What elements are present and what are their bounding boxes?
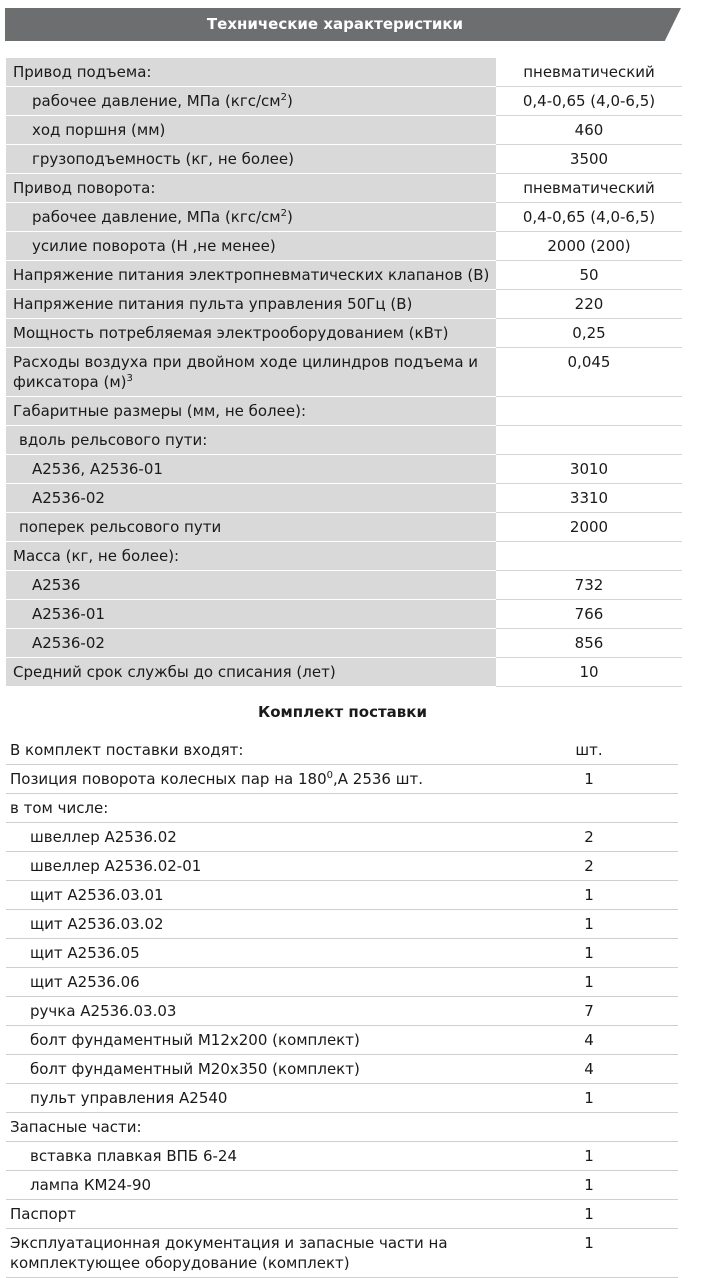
kit-row <box>6 765 678 794</box>
row-value <box>500 794 678 823</box>
kit-row <box>6 736 678 765</box>
spec-row <box>6 658 682 687</box>
row-label <box>6 542 496 571</box>
row-value: 3310 <box>496 484 682 513</box>
row-label-suffix: ) <box>286 208 293 226</box>
row-label <box>6 823 500 852</box>
page-title: Технические характеристики <box>206 15 464 33</box>
row-value: 1 <box>500 1084 678 1113</box>
kit-row <box>6 1026 678 1055</box>
kit-row <box>6 794 678 823</box>
row-label-text: в том числе: <box>10 799 109 817</box>
row-value: 1 <box>500 881 678 910</box>
kit-row <box>6 1055 678 1084</box>
row-label-text: Масса (кг, не более): <box>13 547 180 565</box>
row-value: шт. <box>500 736 678 765</box>
row-label <box>6 997 500 1026</box>
kit-title: Комплект поставки <box>257 703 427 721</box>
row-label <box>6 1026 500 1055</box>
row-value: 1 <box>500 1142 678 1171</box>
row-label-superscript: 0 <box>326 770 333 781</box>
kit-row <box>6 1229 678 1278</box>
spec-row <box>6 542 682 571</box>
spec-row <box>6 600 682 629</box>
row-label-text: В комплект поставки входят: <box>10 741 244 759</box>
row-value: пневматический <box>496 174 682 203</box>
row-label <box>6 1084 500 1113</box>
row-label-text: Позиция поворота колесных пар на 180 <box>10 770 327 788</box>
row-label <box>6 484 496 513</box>
row-value <box>500 1113 678 1142</box>
spec-row <box>6 145 682 174</box>
spec-row <box>6 426 682 455</box>
row-value: 7 <box>500 997 678 1026</box>
row-label-text: рабочее давление, МПа (кгс/см <box>32 92 281 110</box>
row-value: 732 <box>496 571 682 600</box>
row-label <box>6 116 496 145</box>
row-value: 220 <box>496 290 682 319</box>
row-label <box>6 319 496 348</box>
row-value: 50 <box>496 261 682 290</box>
row-value: 2000 <box>496 513 682 542</box>
row-value: 1 <box>500 910 678 939</box>
kit-row <box>6 823 678 852</box>
row-label-text: А2536-02 <box>32 634 105 652</box>
row-label-text: ручка А2536.03.03 <box>30 1002 177 1020</box>
row-label-text: Привод подъема: <box>13 63 152 81</box>
row-value: 4 <box>500 1026 678 1055</box>
row-label-text: швеллер А2536.02 <box>30 828 177 846</box>
row-label <box>6 765 500 794</box>
row-label <box>6 232 496 261</box>
row-label-text: Напряжение питания пульта управления 50Гц (В) <box>13 295 413 313</box>
row-value: 1 <box>500 1171 678 1200</box>
row-label <box>6 600 496 629</box>
row-label-text: Запасные части: <box>10 1118 142 1136</box>
spec-row <box>6 174 682 203</box>
row-label-text: А2536-01 <box>32 605 105 623</box>
row-label-text: болт фундаментный М12х200 (комплект) <box>30 1031 360 1049</box>
row-label-text: щит А2536.03.01 <box>30 886 164 904</box>
row-label <box>6 203 496 232</box>
spec-row <box>6 571 682 600</box>
row-value: 2 <box>500 852 678 881</box>
row-label-text: вставка плавкая ВПБ 6-24 <box>30 1147 238 1165</box>
spec-row <box>6 87 682 116</box>
spec-row <box>6 58 682 87</box>
row-value: 1 <box>500 968 678 997</box>
row-label <box>6 1229 500 1278</box>
row-label-text: Средний срок службы до списания (лет) <box>13 663 336 681</box>
row-label <box>6 1171 500 1200</box>
row-label-suffix: ,А 2536 шт. <box>333 770 423 788</box>
row-label-text: пульт управления А2540 <box>30 1089 228 1107</box>
row-value: 1 <box>500 765 678 794</box>
spec-row <box>6 116 682 145</box>
row-value: пневматический <box>496 58 682 87</box>
row-label-text: Габаритные размеры (мм, не более): <box>13 402 307 420</box>
row-label <box>6 736 500 765</box>
row-label-superscript: 3 <box>126 373 133 384</box>
row-value: 3500 <box>496 145 682 174</box>
row-value: 460 <box>496 116 682 145</box>
row-label-text: болт фундаментный М20х350 (комплект) <box>30 1060 360 1078</box>
row-value: 2000 (200) <box>496 232 682 261</box>
kit-row <box>6 852 678 881</box>
row-label <box>6 1055 500 1084</box>
row-label-text: грузоподъемность (кг, не более) <box>32 150 294 168</box>
spec-row <box>6 203 682 232</box>
row-label <box>6 629 496 658</box>
row-label-text: Привод поворота: <box>13 179 156 197</box>
row-label <box>6 1200 500 1229</box>
kit-row <box>6 1113 678 1142</box>
kit-row <box>6 1142 678 1171</box>
kit-row <box>6 1084 678 1113</box>
row-label <box>6 881 500 910</box>
row-label <box>6 513 496 542</box>
kit-row <box>6 881 678 910</box>
row-label-text: вдоль рельсового пути: <box>19 431 208 449</box>
row-value <box>496 397 682 426</box>
row-label <box>6 939 500 968</box>
row-label <box>6 571 496 600</box>
row-value: 4 <box>500 1055 678 1084</box>
row-label <box>6 145 496 174</box>
row-value: 856 <box>496 629 682 658</box>
spec-row <box>6 629 682 658</box>
kit-table <box>6 736 678 1278</box>
row-label-suffix: ) <box>286 92 293 110</box>
kit-row <box>6 1200 678 1229</box>
row-label-text: А2536 <box>32 576 81 594</box>
spec-row <box>6 348 682 397</box>
spec-row <box>6 513 682 542</box>
row-label-text: поперек рельсового пути <box>19 518 222 536</box>
row-value: 1 <box>500 1229 678 1278</box>
spec-row <box>6 290 682 319</box>
row-label <box>6 910 500 939</box>
row-label <box>6 87 496 116</box>
row-label-superscript: 2 <box>280 208 287 219</box>
kit-row <box>6 1171 678 1200</box>
spec-row <box>6 397 682 426</box>
row-label-text: А2536, А2536-01 <box>32 460 163 478</box>
row-label-text: Напряжение питания электропневматических клапанов (В) <box>13 266 490 284</box>
row-label <box>6 658 496 687</box>
row-label-text: усилие поворота (Н ,не менее) <box>32 237 276 255</box>
row-label <box>6 1142 500 1171</box>
row-label-text: швеллер А2536.02-01 <box>30 857 202 875</box>
row-label <box>6 397 496 426</box>
row-value <box>496 426 682 455</box>
row-label <box>6 1113 500 1142</box>
row-label <box>6 58 496 87</box>
row-label <box>6 261 496 290</box>
row-value: 10 <box>496 658 682 687</box>
row-label <box>6 455 496 484</box>
row-label <box>6 290 496 319</box>
row-label-text: лампа КМ24-90 <box>30 1176 152 1194</box>
row-value: 0,045 <box>496 348 682 397</box>
row-label-text: Расходы воздуха при двойном ходе цилиндров подъема и фиксатора (м) <box>13 353 479 391</box>
row-value: 0,4-0,65 (4,0-6,5) <box>496 203 682 232</box>
row-label <box>6 852 500 881</box>
kit-row <box>6 968 678 997</box>
row-value <box>496 542 682 571</box>
row-label-text: щит А2536.05 <box>30 944 140 962</box>
kit-row <box>6 910 678 939</box>
row-label-text: А2536-02 <box>32 489 105 507</box>
row-value: 3010 <box>496 455 682 484</box>
row-label <box>6 426 496 455</box>
row-value: 1 <box>500 1200 678 1229</box>
row-value: 2 <box>500 823 678 852</box>
row-value: 766 <box>496 600 682 629</box>
row-label-text: Эксплуатационная документация и запасные части на комплектующее оборудование (комплект) <box>10 1234 448 1272</box>
row-value: 1 <box>500 939 678 968</box>
row-label <box>6 794 500 823</box>
spec-row <box>6 319 682 348</box>
spec-row <box>6 261 682 290</box>
row-label-text: ход поршня (мм) <box>32 121 166 139</box>
spec-row <box>6 455 682 484</box>
row-label-text: щит А2536.03.02 <box>30 915 164 933</box>
row-label-text: щит А2536.06 <box>30 973 140 991</box>
row-value: 0,4-0,65 (4,0-6,5) <box>496 87 682 116</box>
kit-row <box>6 939 678 968</box>
spec-row <box>6 484 682 513</box>
row-label <box>6 174 496 203</box>
row-label-text: Мощность потребляемая электрооборудованием (кВт) <box>13 324 449 342</box>
row-label <box>6 968 500 997</box>
kit-row <box>6 997 678 1026</box>
row-label <box>6 348 496 397</box>
row-label-superscript: 2 <box>280 92 287 103</box>
spec-row <box>6 232 682 261</box>
spec-table <box>6 58 682 687</box>
row-value: 0,25 <box>496 319 682 348</box>
row-label-text: рабочее давление, МПа (кгс/см <box>32 208 281 226</box>
row-label-text: Паспорт <box>10 1205 76 1223</box>
